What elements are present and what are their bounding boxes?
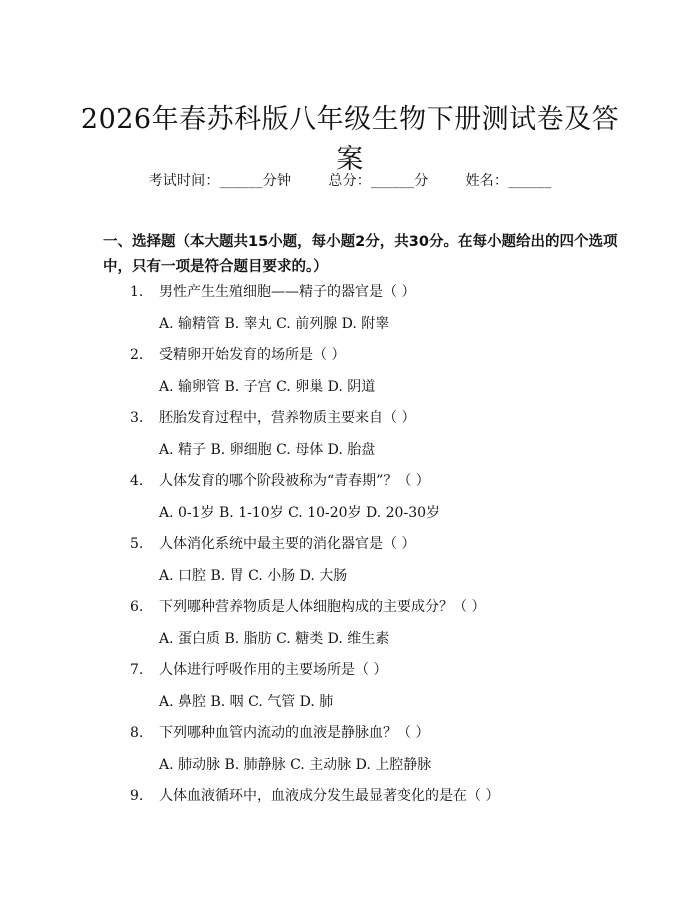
total-score-field: 总分：______分 xyxy=(328,173,429,189)
question-number: 3. xyxy=(130,410,144,426)
question-number: 7. xyxy=(130,662,144,678)
exam-info-line xyxy=(0,170,700,190)
question-list xyxy=(0,282,700,849)
question-item xyxy=(0,345,700,408)
question-options: A. 口腔 B. 胃 C. 小肠 D. 大肠 xyxy=(159,568,348,584)
section-heading: 一、选择题（本大题共15小题，每小题2分，共30分。在每小题给出的四个选项中，只有一项是符合题目要求的。） xyxy=(103,234,618,275)
student-name-field: 姓名：______ xyxy=(465,173,552,189)
question-stem: 人体发育的哪个阶段被称为“青春期”？（ ） xyxy=(159,473,430,489)
question-options: A. 输卵管 B. 子宫 C. 卵巢 D. 阴道 xyxy=(159,379,376,395)
question-number: 9. xyxy=(130,788,144,804)
question-item xyxy=(0,471,700,534)
question-stem: 男性产生生殖细胞——精子的器官是（ ） xyxy=(159,284,416,300)
question-options: A. 鼻腔 B. 咽 C. 气管 D. 肺 xyxy=(159,694,334,710)
question-stem: 胚胎发育过程中，营养物质主要来自（ ） xyxy=(159,410,416,426)
question-item xyxy=(0,597,700,660)
question-options: A. 0-1岁 B. 1-10岁 C. 10-20岁 D. 20-30岁 xyxy=(159,505,441,521)
question-item xyxy=(0,282,700,345)
question-options: A. 输精管 B. 睾丸 C. 前列腺 D. 附睾 xyxy=(159,316,390,332)
question-stem: 下列哪种血管内流动的血液是静脉血？（ ） xyxy=(159,725,430,741)
question-number: 2. xyxy=(130,347,144,363)
question-options: A. 肺动脉 B. 肺静脉 C. 主动脉 D. 上腔静脉 xyxy=(159,757,432,773)
question-item xyxy=(0,534,700,597)
question-options: A. 蛋白质 B. 脂肪 C. 糖类 D. 维生素 xyxy=(159,631,390,647)
question-item xyxy=(0,723,700,786)
question-number: 1. xyxy=(130,284,144,300)
question-number: 4. xyxy=(130,473,144,489)
page-title: 2026年春苏科版八年级生物下册测试卷及答案 xyxy=(80,104,620,176)
question-stem: 人体进行呼吸作用的主要场所是（ ） xyxy=(159,662,388,678)
question-item xyxy=(0,660,700,723)
question-item xyxy=(0,408,700,471)
question-stem: 下列哪种营养物质是人体细胞构成的主要成分？（ ） xyxy=(159,599,486,615)
question-item xyxy=(0,786,700,849)
question-number: 8. xyxy=(130,725,144,741)
question-stem: 人体消化系统中最主要的消化器官是（ ） xyxy=(159,536,416,552)
question-number: 6. xyxy=(130,599,144,615)
question-options: A. 精子 B. 卵细胞 C. 母体 D. 胎盘 xyxy=(159,442,376,458)
question-stem: 受精卵开始发育的场所是（ ） xyxy=(159,347,346,363)
question-number: 5. xyxy=(130,536,144,552)
question-stem: 人体血液循环中，血液成分发生最显著变化的是在（ ） xyxy=(159,788,500,804)
exam-time-field: 考试时间：______分钟 xyxy=(148,173,292,189)
